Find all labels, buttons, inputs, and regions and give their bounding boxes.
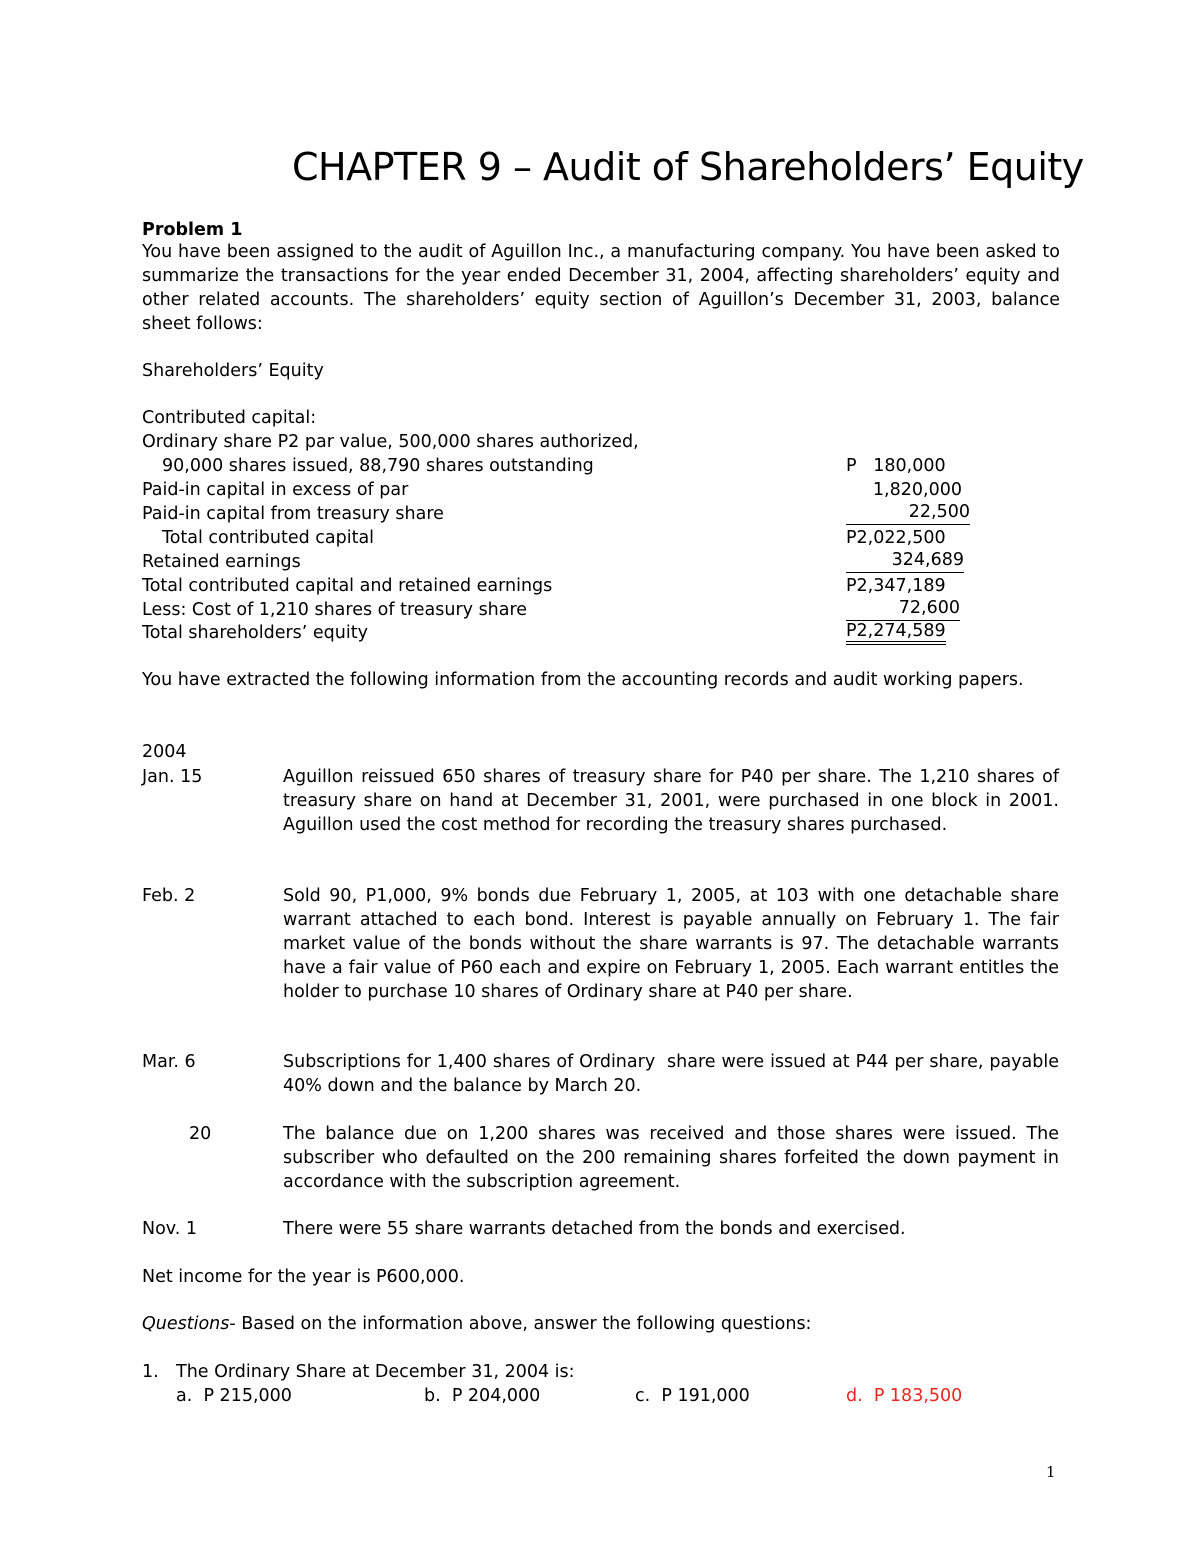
page-title: CHAPTER 9 – Audit of Shareholders’ Equity bbox=[292, 145, 1084, 189]
retained-earnings-label: Retained earnings bbox=[142, 552, 301, 572]
transaction-date: Mar. 6 bbox=[142, 1052, 196, 1072]
treasury-paid-amount: 22,500 bbox=[846, 502, 970, 525]
total-equity-amount: P2,274,589 bbox=[846, 621, 946, 645]
less-treasury-amount: 72,600 bbox=[846, 598, 960, 621]
transaction-text: Subscriptions for 1,400 shares of Ordinary share were issued at P44 per share, payable 40% down and the balance by March 20. bbox=[283, 1052, 1065, 1096]
total-equity-label: Total shareholders’ equity bbox=[142, 623, 368, 643]
transaction-text: Sold 90, P1,000, 9% bonds due February 1, 2005, at 103 with one detachable share warrant attached to each bond. Interest is payable annually on February 1. The fair market value of the bonds without the share warrants is 97. The detachable warrants have a fair value of P60 each and expire on February 1, 2005. Each warrant entitles the holder to purchase 10 shares of Ordinary share at P40 per share. bbox=[283, 886, 1059, 1002]
less-treasury-label: Less: Cost of 1,210 shares of treasury share bbox=[142, 600, 528, 620]
choice-value: P 191,000 bbox=[661, 1386, 750, 1406]
transaction-text: There were 55 share warrants detached from the bonds and exercised. bbox=[283, 1219, 906, 1239]
total-contributed-re-label: Total contributed capital and retained earnings bbox=[142, 576, 553, 596]
page-number: 1 bbox=[1046, 1463, 1056, 1481]
choice-value: P 215,000 bbox=[203, 1386, 292, 1406]
choice-letter: a. bbox=[176, 1386, 193, 1406]
transaction-date: Jan. 15 bbox=[142, 767, 203, 787]
choice-a bbox=[176, 1384, 292, 1408]
questions-intro-text: - Based on the information above, answer the following questions: bbox=[229, 1314, 812, 1334]
transaction-text: The balance due on 1,200 shares was received and those shares were issued. The subscriber who defaulted on the 200 remaining shares forfeited the down payment in accordance with the subscription agreement. bbox=[283, 1124, 1059, 1192]
balance-sheet-heading: Shareholders’ Equity bbox=[142, 361, 324, 381]
choice-value: P 183,500 bbox=[873, 1386, 963, 1406]
choice-b bbox=[424, 1384, 540, 1408]
choice-letter: c. bbox=[635, 1386, 651, 1406]
ordinary-share-line1: Ordinary share P2 par value, 500,000 shares authorized, bbox=[142, 432, 639, 452]
net-income: Net income for the year is P600,000. bbox=[142, 1267, 465, 1287]
choice-d-correct bbox=[846, 1384, 962, 1408]
retained-earnings-amount: 324,689 bbox=[846, 550, 964, 573]
choice-letter: b. bbox=[424, 1386, 441, 1406]
treasury-paid-label: Paid-in capital from treasury share bbox=[142, 504, 444, 524]
choice-value: P 204,000 bbox=[451, 1386, 541, 1406]
ordinary-share-amount: P 180,000 bbox=[846, 456, 946, 476]
transaction-text: Aguillon reissued 650 shares of treasury share for P40 per share. The 1,210 shares of treasury share on hand at December 31, 2001, were purchased in one block in 2001. Aguillon used the cost method for recording the treasury shares purchased. bbox=[283, 767, 1059, 835]
question-text: The Ordinary Share at December 31, 2004 is: bbox=[176, 1362, 575, 1382]
question-number: 1. bbox=[142, 1362, 159, 1382]
transaction-date: 20 bbox=[189, 1124, 212, 1144]
year-label: 2004 bbox=[142, 742, 187, 762]
excess-par-label: Paid-in capital in excess of par bbox=[142, 480, 409, 500]
problem-intro: You have been assigned to the audit of Aguillon Inc., a manufacturing company. You have been asked to summarize the transactions for the year ended December 31, 2004, affecting shareholders’ equity and other related accounts. The shareholders’ equity section of Aguillon’s December 31, 2003, balance sheet follows: bbox=[142, 242, 1060, 334]
questions-label: Questions bbox=[142, 1314, 230, 1334]
questions-intro bbox=[142, 1312, 811, 1336]
transaction-date: Nov. 1 bbox=[142, 1219, 198, 1239]
total-contributed-re-amount: P2,347,189 bbox=[846, 576, 946, 596]
extract-text: You have extracted the following information from the accounting records and audit working papers. bbox=[142, 670, 1024, 690]
transaction-date: Feb. 2 bbox=[142, 886, 196, 906]
problem-heading: Problem 1 bbox=[142, 220, 243, 240]
total-contributed-amount: P2,022,500 bbox=[846, 528, 946, 548]
choice-c bbox=[635, 1384, 750, 1408]
total-contributed-label: Total contributed capital bbox=[162, 528, 375, 548]
ordinary-share-line2: 90,000 shares issued, 88,790 shares outstanding bbox=[162, 456, 594, 476]
contributed-capital-label: Contributed capital: bbox=[142, 408, 317, 428]
choice-letter: d. bbox=[846, 1386, 863, 1406]
excess-par-amount: 1,820,000 bbox=[872, 480, 962, 500]
